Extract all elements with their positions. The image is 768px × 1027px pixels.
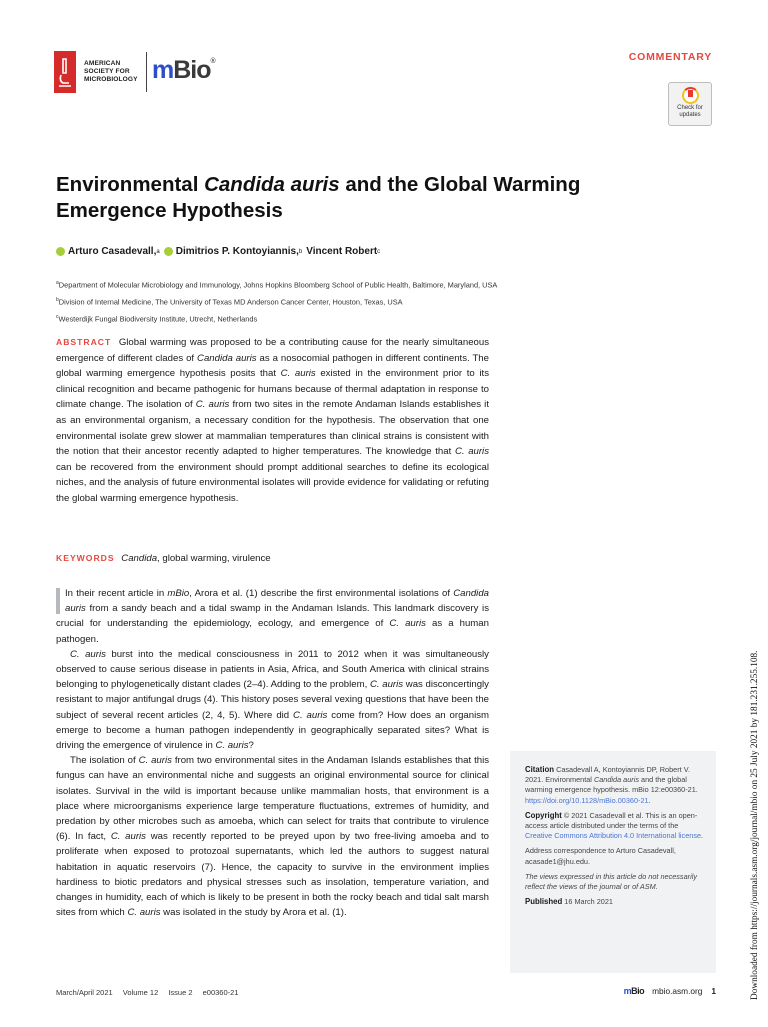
text-run: from two environmental sites in the Andaman Islands establishes that this fungus can have an environmental niche and suggests an original environmental source for clinical isolates. Survival in the wild is important because unlike mammalian hosts, that environment is a place where microorganisms experience large temperature fluctuations, extremes of humidity, and predation by other microbes such as amoeba, which can select for traits that contribute to virulence (6). In fact, (56, 755, 489, 843)
italic-run: C. auris (389, 618, 426, 630)
keywords-text (121, 553, 270, 564)
footer-issue: Issue 2 (168, 988, 193, 997)
abstract-label: ABSTRACT (56, 337, 112, 347)
text-run: from a sandy beach and a tidal swamp in the Andaman Islands. This landmark discovery is crucial for understanding the epidemiology, ecology, and emergence of (56, 603, 489, 630)
affiliation (56, 310, 497, 327)
paragraph-text (56, 588, 489, 645)
body-paragraph (56, 753, 489, 920)
text-run: can be recovered from the environment should prompt additional searches to define its ecological niches, and the analysis of future environmental isolates will provide evidence for validating or refuting the global warming emergence hypothesis. (56, 461, 489, 504)
italic-run: C. auris (110, 831, 146, 843)
publisher-line: SOCIETY FOR (84, 68, 130, 75)
text-run: as a nosocomial pathogen in different continents. The global warming emergence hypothesis posits that (56, 352, 489, 380)
check-updates-label: updates (679, 111, 701, 118)
italic-run: C. auris (215, 740, 249, 752)
logo-divider (146, 52, 147, 92)
footer-article-id: e00360-21 (202, 988, 239, 997)
paragraph-text (56, 755, 489, 918)
citation-text: and the global warming emergence hypothesis. mBio 12:e00360-21. (525, 775, 698, 795)
copyright (525, 811, 704, 842)
text-run: from two sites in the remote Andaman Islands establishes it as an environmental organism, a necessary condition for the hypothesis. The observation that one environmental isolate grew slower at mammalian temperatures than clinical strains is consistent with the notion that their ancestor recently adapted to higher temperatures. The knowledge that (56, 399, 489, 458)
body-paragraph (56, 647, 489, 753)
affil-text: Westerdijk Fungal Biodiversity Institute, Utrecht, Netherlands (58, 314, 258, 324)
disclaimer-text: The views expressed in this article do not necessarily reflect the views of the journal or of ASM. (525, 871, 697, 892)
citation-italic: Candida auris (593, 775, 639, 785)
orcid-icon[interactable] (56, 247, 65, 256)
text-run: as a human pathogen. (56, 618, 489, 645)
italic-run: Candida (121, 553, 158, 564)
footer-issue-info (56, 988, 247, 997)
paragraph-text (56, 649, 489, 751)
affiliation (56, 293, 497, 310)
title-italic: Candida auris (204, 173, 340, 196)
citation (525, 765, 704, 806)
citation-text: Casadevall A, Kontoyiannis DP, Robert V. 2021. Environmental (525, 765, 690, 785)
publisher-line: MICROBIOLOGY (84, 76, 138, 83)
text-run: ? (248, 740, 254, 752)
text-run: , Arora et al. (1) describe the first environmental isolations of (189, 588, 454, 599)
author-affil-marker: a (156, 248, 160, 255)
copyright-label: Copyright (525, 810, 562, 820)
text-run: , global warming, virulence (157, 553, 271, 564)
italic-run: Candida auris (65, 588, 489, 615)
bookmark-icon (682, 87, 699, 104)
author-list (56, 246, 380, 257)
text-run: existed in the environment prior to its clinical recognition and became pathogenic for humans because of thermal adaptation in response to climate change. The isolation of (56, 368, 489, 411)
affil-text: Division of Internal Medicine, The University of Texas MD Anderson Cancer Center, Houston, Texas, USA (58, 297, 403, 307)
italic-run: C. auris (138, 755, 172, 767)
affiliations (56, 276, 497, 327)
orcid-icon[interactable] (164, 247, 173, 256)
text-run: come from? How does an organism emerge to become a human pathogen independently in geographically separated sites? What is driving the emergence of virulence in (56, 709, 489, 752)
footer-journal (624, 986, 716, 996)
logo-m: m (152, 56, 174, 84)
italic-run: C. auris (280, 368, 316, 380)
asm-logo (54, 51, 138, 93)
registered-mark: ® (210, 58, 215, 65)
download-note: Downloaded from https://journals.asm.org/journal/mbio on 25 July 2021 by 181.231.255.108. (750, 650, 760, 1000)
citation-box (510, 751, 716, 973)
footer-volume: Volume 12 (122, 988, 159, 997)
italic-run: C. auris (195, 399, 230, 411)
author-name[interactable]: Vincent Robert (306, 246, 378, 257)
article-body (56, 586, 489, 920)
published-date (525, 897, 704, 907)
affil-marker: a (56, 280, 59, 286)
author-name[interactable]: Arturo Casadevall, (68, 246, 157, 257)
license-link[interactable]: Creative Commons Attribution 4.0 International license (525, 831, 702, 841)
copyright-text: . (701, 831, 704, 841)
italic-run: Candida auris (197, 352, 257, 364)
body-paragraph (56, 586, 489, 647)
italic-run: mBio (167, 588, 190, 599)
publisher-name (84, 60, 138, 84)
microscope-icon (54, 51, 76, 93)
mini-mbio-logo (624, 986, 645, 996)
affil-marker: b (56, 296, 59, 303)
text-run: Global warming was proposed to be a contributing cause for the nearly simultaneous emergence of different clades of (56, 337, 489, 364)
abstract (56, 335, 489, 507)
dropcap-bar (56, 588, 60, 614)
doi-link[interactable]: https://doi.org/10.1128/mBio.00360-21 (525, 795, 649, 805)
author-affil-marker: c (377, 248, 381, 255)
published-value: 16 March 2021 (564, 897, 613, 907)
article-title (56, 172, 636, 224)
text-run: In their recent article in (65, 588, 168, 599)
title-text: and the Global Warming Emergence Hypothesis (56, 173, 581, 222)
published-label: Published (525, 897, 563, 907)
italic-run: C. auris (454, 446, 489, 458)
affil-marker: c (56, 313, 59, 320)
citation-text: . (648, 795, 651, 805)
affil-text: Department of Molecular Microbiology and Immunology, Johns Hopkins Bloomberg School of Public Health, Baltimore, Maryland, USA (58, 280, 498, 290)
logo-bio: Bio (173, 56, 211, 84)
keywords-label: KEYWORDS (56, 553, 115, 563)
check-updates-label: Check for (677, 105, 703, 111)
affiliation (56, 276, 497, 293)
correspondence: Address correspondence to Arturo Casadevall, acasade1@jhu.edu. (525, 846, 676, 866)
mbio-logo (152, 56, 215, 85)
page-number: 1 (711, 986, 716, 996)
title-text: Environmental (56, 173, 205, 196)
text-run: burst into the medical consciousness in 2011 to 2012 when it was simultaneously observed to cause serious disease in patients in Asia, Africa, and South America with clinical strains belonging to phylogenetically distant clades (2–4). Adding to the problem, (56, 648, 489, 691)
citation-label: Citation (525, 765, 555, 774)
italic-run: C. auris (369, 679, 404, 691)
publisher-line: AMERICAN (84, 60, 121, 67)
text-run: was isolated in the study by Arora et al. (1). (160, 907, 347, 919)
italic-run: C. auris (293, 709, 328, 721)
footer-date: March/April 2021 (56, 988, 113, 997)
text-run: The isolation of (70, 755, 139, 767)
check-for-updates-button[interactable] (668, 82, 712, 126)
journal-site-link[interactable]: mbio.asm.org (652, 986, 703, 996)
copyright-text: © 2021 Casadevall et al. This is an open-access article distributed under the terms of the (525, 810, 698, 831)
logo-bio: Bio (631, 986, 645, 996)
section-label: COMMENTARY (628, 51, 712, 63)
italic-run: C. auris (70, 648, 106, 660)
italic-run: C. auris (127, 907, 161, 919)
author-name[interactable]: Dimitrios P. Kontoyiannis, (175, 246, 299, 257)
abstract-text (56, 337, 489, 504)
keywords (56, 553, 271, 564)
text-run: was recently reported to be preyed upon by two free-living amoeba and to proliferate when exposed to protozoal supernatants, which led the authors to suggest natural habitation in aquatic reservoirs (7). Hence, the capacity to survive in the environment implies hardiness to biotic predators and physical stresses such as insolation, temperature variation, and changes in humidity, each of which is likely to be present in both the rocky beach and tidal salt marsh sites from which (56, 831, 489, 919)
text-run: was disconcertingly resistant to major antifungal drugs (4). This history poses several vexing questions that have been the subject of several recent articles (2, 4, 5). Where did (56, 679, 489, 721)
disclaimer (525, 872, 704, 892)
logo-m: m (623, 986, 632, 996)
author-affil-marker: b (298, 248, 303, 255)
